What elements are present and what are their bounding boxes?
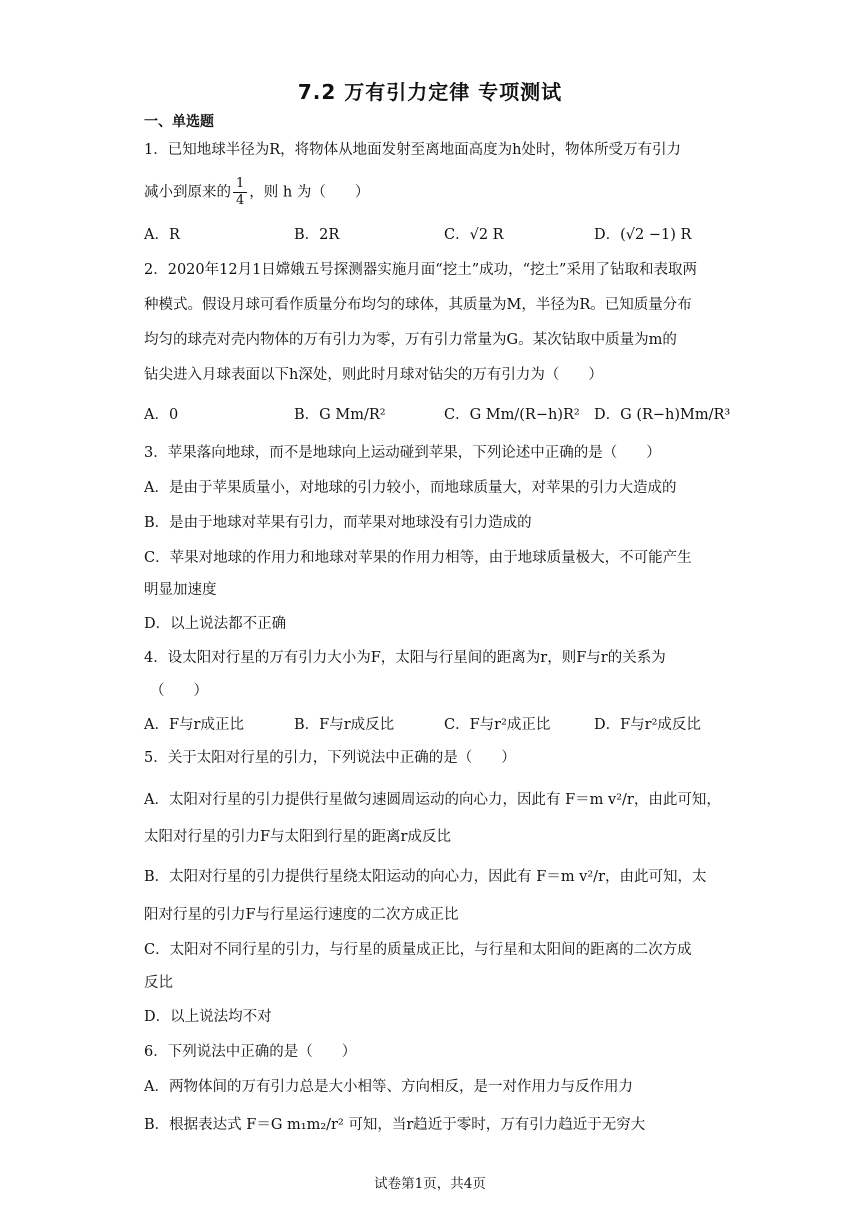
- q1-stem-line2-end: ，则 h 为（ ）: [249, 184, 370, 201]
- q4-option-a: A．F与r成正比: [144, 717, 244, 733]
- q2-stem-line4: 钻尖进入月球表面以下h深处，则此时月球对钻尖的万有引力为（ ）: [144, 367, 603, 383]
- q5-option-a-line2: 太阳对行星的引力F与太阳到行星的距离r成反比: [144, 829, 451, 845]
- q5-option-b-line1: B．太阳对行星的引力提供行星绕太阳运动的向心力，因此有 F＝m v²/r，由此可知，太: [144, 869, 707, 885]
- q6-option-a: A．两物体间的万有引力总是大小相等、方向相反，是一对作用力与反作用力: [144, 1079, 633, 1095]
- q1-option-c: C．√2 R: [444, 227, 504, 243]
- q4-stem-line2: （ ）: [150, 683, 208, 699]
- q4-option-d: D．F与r²成反比: [594, 717, 701, 733]
- q2-stem-line2: 种模式。假设月球可看作质量分布均匀的球体，其质量为M，半径为R。已知质量分布: [144, 297, 692, 313]
- q2-stem-line3: 均匀的球壳对壳内物体的万有引力为零，万有引力常量为G。某次钻取中质量为m的: [144, 332, 677, 348]
- q4-option-c: C．F与r²成正比: [444, 717, 551, 733]
- q5-option-c-line1: C．太阳对不同行星的引力，与行星的质量成正比，与行星和太阳间的距离的二次方成: [144, 942, 692, 958]
- q1-fraction-numerator: 1: [233, 176, 247, 193]
- q6-stem: 6．下列说法中正确的是（ ）: [144, 1044, 357, 1060]
- q5-option-a-line1: A．太阳对行星的引力提供行星做匀速圆周运动的向心力，因此有 F＝m v²/r，由此可知，: [144, 792, 721, 808]
- q5-stem: 5．关于太阳对行星的引力，下列说法中正确的是（ ）: [144, 750, 516, 766]
- q1-fraction-denominator: 4: [236, 193, 245, 208]
- q2-option-b: B．G Mm/R²: [294, 407, 386, 423]
- q6-option-b: B．根据表达式 F＝G m₁m₂/r² 可知，当r趋近于零时，万有引力趋近于无穷大: [144, 1117, 646, 1133]
- q1-stem-line1: 1．已知地球半径为R，将物体从地面发射至离地面高度为h处时，物体所受万有引力: [144, 142, 681, 158]
- q3-option-c-line1: C．苹果对地球的作用力和地球对苹果的作用力相等，由于地球质量极大，不可能产生: [144, 550, 692, 566]
- q1-option-a: A．R: [144, 227, 180, 243]
- q1-stem-line2-start: 减小到原来的: [144, 184, 231, 201]
- q1-option-b: B．2R: [294, 227, 340, 243]
- q5-option-b-line2: 阳对行星的引力F与行星运行速度的二次方成正比: [144, 907, 459, 923]
- q2-stem-line1: 2．2020年12月1日嫦娥五号探测器实施月面“挖土”成功，“挖土”采用了钻取和表取两: [144, 262, 697, 278]
- q3-option-a: A．是由于苹果质量小，对地球的引力较小，而地球质量大，对苹果的引力大造成的: [144, 480, 677, 496]
- q5-option-c-line2: 反比: [144, 975, 173, 991]
- q2-option-d: D．G (R−h)Mm/R³: [594, 407, 731, 423]
- q1-fraction: [233, 176, 247, 209]
- q3-stem: 3．苹果落向地球，而不是地球向上运动碰到苹果，下列论述中正确的是（ ）: [144, 445, 661, 461]
- q3-option-c-line2: 明显加速度: [144, 582, 217, 598]
- page-footer: 试卷第1页，共4页: [374, 1176, 486, 1192]
- q3-option-b: B．是由于地球对苹果有引力，而苹果对地球没有引力造成的: [144, 515, 532, 531]
- page-title: 7.2 万有引力定律 专项测试: [297, 80, 563, 104]
- q1-option-d: D．(√2 −1) R: [594, 227, 692, 243]
- q2-option-a: A．0: [144, 407, 179, 423]
- q2-option-c: C．G Mm/(R−h)R²: [444, 407, 580, 423]
- q3-option-d: D．以上说法都不正确: [144, 616, 287, 632]
- q4-stem-line1: 4．设太阳对行星的万有引力大小为F，太阳与行星间的距离为r，则F与r的关系为: [144, 650, 666, 666]
- section-heading: 一、单选题: [144, 114, 214, 130]
- q4-option-b: B．F与r成反比: [294, 717, 395, 733]
- q5-option-d: D．以上说法均不对: [144, 1009, 272, 1025]
- q1-stem-line2: [144, 176, 369, 209]
